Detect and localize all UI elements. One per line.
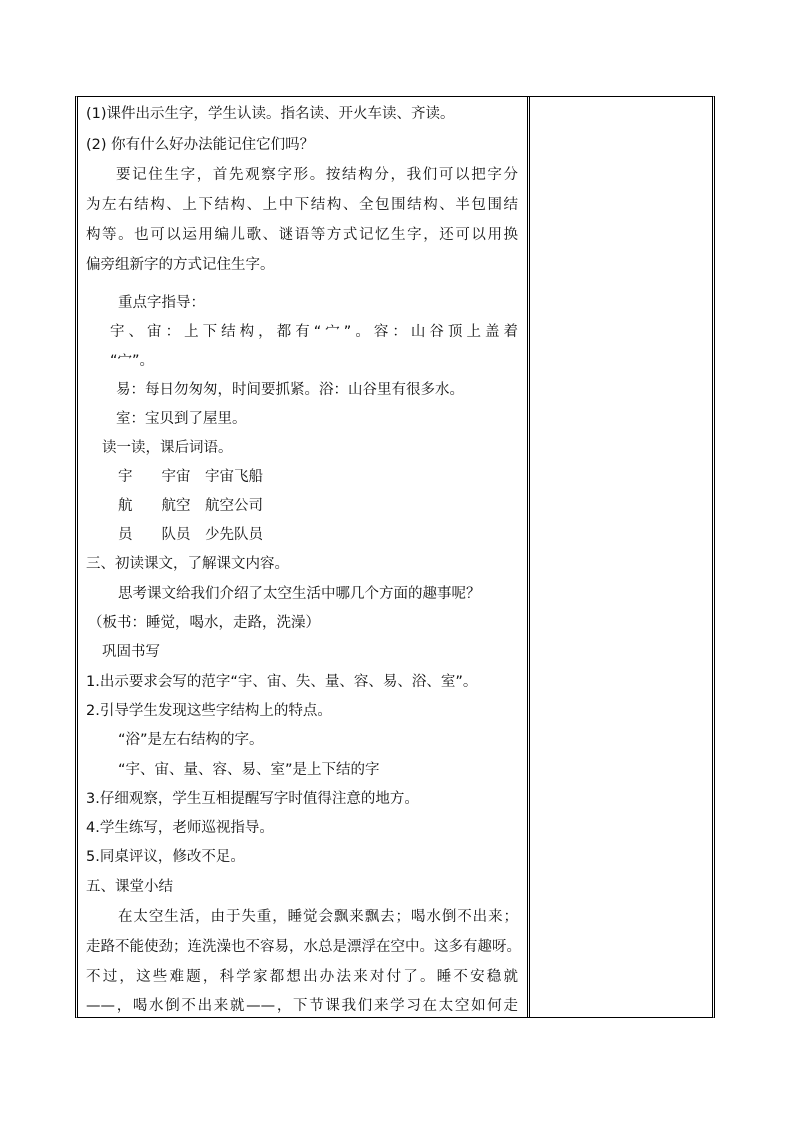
word-row: 员 队员 少先队员 [118, 527, 263, 543]
text-line: 在太空生活，由于失重，睡觉会飘来飘去；喝水倒不出来； [118, 909, 518, 925]
text-line: 4.学生练写，老师巡视指导。 [86, 820, 274, 836]
word-row: 航 航空 航空公司 [118, 498, 263, 514]
text-line: 重点字指导： [118, 295, 205, 311]
text-line: 不过，这些难题，科学家都想出办法来对付了。睡不安稳就 [86, 969, 518, 985]
column-divider [527, 97, 530, 1017]
text-line: （板书：睡觉，喝水，走路，洗澡） [88, 615, 320, 631]
text-line: (1)课件出示生字，学生认读。指名读、开火车读、齐读。 [86, 106, 455, 122]
text-line: 走路不能使劲；连洗澡也不容易，水总是漂浮在空中。这多有趣呀。 [86, 939, 521, 955]
text-line: (2) 你有什么好办法能记住它们吗？ [86, 137, 315, 153]
text-line: “宇、宙、量、容、易、室”是上下结的字 [118, 762, 380, 778]
text-line: “宀”。 [110, 353, 155, 369]
text-line: 巩固书写 [102, 644, 160, 660]
text-line: ——，喝水倒不出来就——，下节课我们来学习在太空如何走 [86, 998, 518, 1014]
lesson-content-cell [78, 97, 527, 1017]
text-line: 要记住生字，首先观察字形。按结构分，我们可以把字分 [116, 167, 518, 183]
text-line: 偏旁组新字的方式记住生字。 [86, 257, 275, 273]
section-heading: 五、课堂小结 [86, 879, 173, 895]
text-line: 宇、宙：上下结构，都有“宀”。容：山谷顶上盖着 [110, 324, 518, 340]
text-line: 易：每日勿匆匆，时间要抓紧。浴：山谷里有很多水。 [116, 382, 464, 398]
text-line: 1.出示要求会写的范字“宇、宙、失、量、容、易、浴、室”。 [86, 674, 478, 690]
text-line: 2.引导学生发现这些字结构上的特点。 [86, 703, 332, 719]
section-heading: 三、初读课文，了解课文内容。 [86, 556, 289, 572]
text-line: 为左右结构、上下结构、上中下结构、全包围结构、半包围结 [86, 197, 518, 213]
text-line: 读一读，课后词语。 [102, 440, 233, 456]
text-line: 室：宝贝到了屋里。 [116, 411, 247, 427]
notes-cell [531, 97, 712, 1017]
text-line: 构等。也可以运用编儿歌、谜语等方式记忆生字，还可以用换 [86, 227, 518, 243]
word-row: 宇 宇宙 宇宙飞船 [118, 469, 263, 485]
text-line: 3.仔细观察，学生互相提醒写字时值得注意的地方。 [86, 791, 419, 807]
text-line: 思考课文给我们介绍了太空生活中哪几个方面的趣事呢？ [118, 586, 481, 602]
text-line: “浴”是左右结构的字。 [118, 732, 264, 748]
lesson-plan-table [75, 96, 715, 1018]
text-line: 5.同桌评议，修改不足。 [86, 849, 245, 865]
